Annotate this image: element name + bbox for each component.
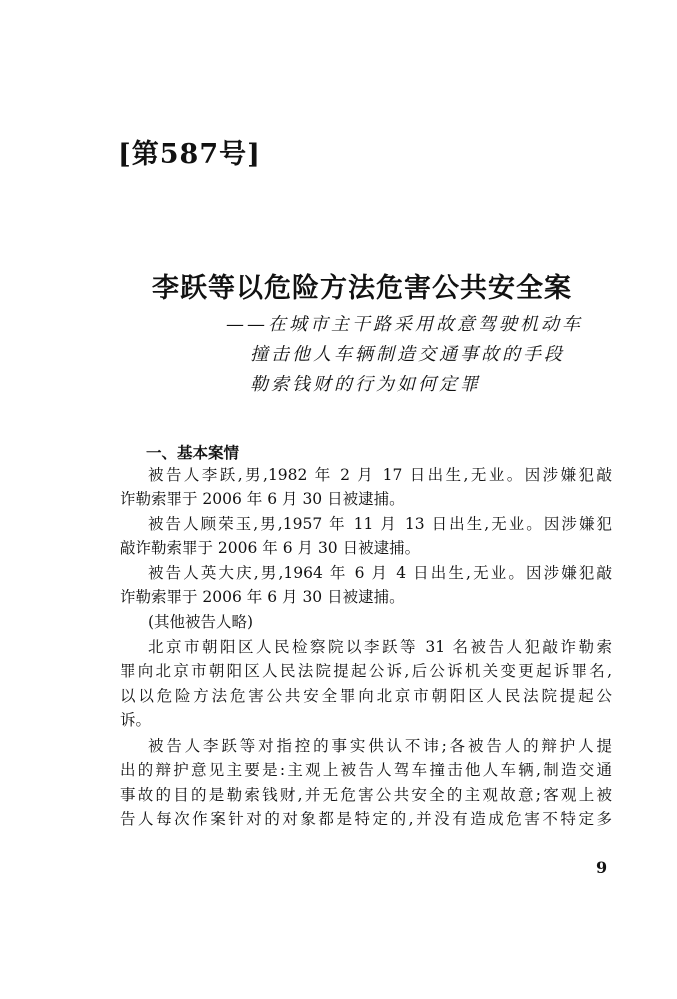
body-line: 被告人李跃,男,1982 年 2 月 17 日出生,无业。因涉嫌犯敲 <box>148 466 612 484</box>
body-line: 出的辩护意见主要是:主观上被告人驾车撞击他人车辆,制造交通 <box>120 761 612 779</box>
body-line: 被告人顾荣玉,男,1957 年 11 月 13 日出生,无业。因涉嫌犯 <box>148 515 612 533</box>
body-line: 北京市朝阳区人民检察院以李跃等 31 名被告人犯敲诈勒索 <box>148 638 612 656</box>
case-title: 李跃等以危险方法危害公共安全案 <box>152 273 572 304</box>
case-number: [第587号] <box>118 139 261 170</box>
subtitle-line: ——在城市主干路采用故意驾驶机动车 <box>226 314 583 335</box>
subtitle-line: 撞击他人车辆制造交通事故的手段 <box>250 344 565 365</box>
section-heading: 一、基本案情 <box>146 443 240 462</box>
body-line: 以以危险方法危害公共安全罪向北京市朝阳区人民法院提起公 <box>120 687 612 705</box>
body-line: 被告人英大庆,男,1964 年 6 月 4 日出生,无业。因涉嫌犯敲 <box>148 564 612 582</box>
body-line: 诉。 <box>120 711 152 729</box>
body-line: 诈勒索罪于 2006 年 6 月 30 日被逮捕。 <box>120 490 405 508</box>
body-line: 诈勒索罪于 2006 年 6 月 30 日被逮捕。 <box>120 588 405 606</box>
page-number: 9 <box>596 858 608 877</box>
subtitle-line: 勒索钱财的行为如何定罪 <box>250 374 481 395</box>
body-line: 被告人李跃等对指控的事实供认不讳;各被告人的辩护人提 <box>148 737 612 755</box>
body-line: 事故的目的是勒索钱财,并无危害公共安全的主观故意;客观上被 <box>120 786 612 804</box>
body-line: 告人每次作案针对的对象都是特定的,并没有造成危害不特定多 <box>120 810 612 828</box>
body-line: (其他被告人略) <box>148 613 254 631</box>
body-line: 罪向北京市朝阳区人民法院提起公诉,后公诉机关变更起诉罪名, <box>120 662 612 680</box>
body-line: 敲诈勒索罪于 2006 年 6 月 30 日被逮捕。 <box>120 539 421 557</box>
